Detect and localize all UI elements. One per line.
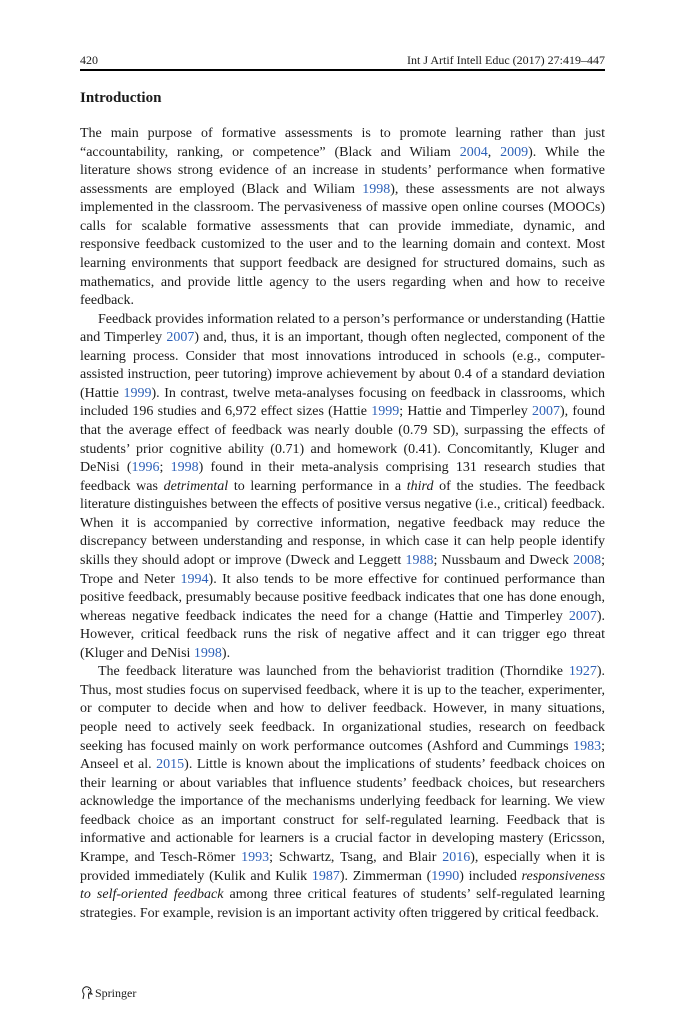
text-run: The feedback literature was launched from the behaviorist tradition (Thorndike xyxy=(98,664,569,680)
citation-link[interactable]: 1988 xyxy=(405,552,434,568)
text-run: ), found that the average effect of feedback was nearly double (0.79 SD), surpassing the effects of students’ prior cognitive ability (0.71) and homework (0.41). Concomitantly, Kluger and DeNisi ( xyxy=(80,404,605,476)
text-run: ). Zimmerman ( xyxy=(339,868,432,884)
citation-link[interactable]: 2007 xyxy=(531,404,560,420)
citation-link[interactable]: 1998 xyxy=(362,181,391,197)
paragraph xyxy=(80,125,605,311)
citation-link[interactable]: 1990 xyxy=(431,868,460,884)
text-run: ). While the literature shows strong evidence of an increase in students’ performance when formative assessments are employed (Black and Wiliam xyxy=(80,144,606,197)
citation-link[interactable]: 2008 xyxy=(573,552,602,568)
text-run: ), these assessments are not always implemented in the classroom. The pervasiveness of massive open online courses (MOOCs) calls for scalable formative assessments that can provide immediate, dynamic, and responsive feedback customized to the user and to the learning domain and context. Most learning environments that support feedback are designed for structured domains, such as mathematics, and provide little agency to the users regarding when and how to receive feedback. xyxy=(80,181,605,309)
text-run: ; Nussbaum and Dweck xyxy=(433,552,574,568)
citation-link[interactable]: 1999 xyxy=(371,404,400,420)
citation-link[interactable]: 1996 xyxy=(131,460,160,476)
text-run: ) found in their meta-analysis comprising 131 research studies that feedback was xyxy=(80,460,605,494)
text-run: among three critical features of students’ self-regulated learning strategies. For example, revision is an important activity often triggered by critical feedback. xyxy=(80,887,605,921)
citation-link[interactable]: 1998 xyxy=(193,645,222,661)
text-run: ). Thus, most studies focus on supervised feedback, where it is up to the teacher, experimenter, or computer to decide when and how to deliver feedback. However, in many situations, people need to actively seek feedback. In organizational studies, research on feedback seeking has focused mainly on work performance outcomes (Ashford and Cummings xyxy=(80,664,605,754)
text-run: ). Little is known about the implications of students’ feedback choices on their learning or about variables that influence students’ feedback choices, but researchers acknowledge the importance of the mechanisms underlying feedback for learning. We view feedback choice as an important construct for self-regulated learning. Feedback that is informative and actionable for learners is a crucial factor in developing mastery (Ericsson, Krampe, and Tesch-Römer xyxy=(80,757,605,865)
citation-link[interactable]: 2015 xyxy=(156,757,185,773)
header-rule xyxy=(80,69,605,71)
emphasis-text: third xyxy=(406,478,434,494)
running-header xyxy=(80,52,605,68)
text-run: ). It also tends to be more effective for continued performance than positive feedback, presumably because positive feedback indicates that one has done enough, whereas negative feedback indicates the need for a change (Hattie and Timperley xyxy=(80,571,605,624)
citation-link[interactable]: 1927 xyxy=(568,664,597,680)
page-number: 420 xyxy=(80,53,98,67)
text-run: ; Anseel et al. xyxy=(80,738,605,773)
text-run: The main purpose of formative assessments is to promote learning rather than just “accountability, ranking, or competence” (Black and Wiliam xyxy=(80,126,605,160)
citation-link[interactable]: 1998 xyxy=(170,460,199,476)
emphasis-text: responsiveness to self-oriented feedback xyxy=(80,868,606,903)
text-run: ; Schwartz, Tsang, and Blair xyxy=(269,849,443,865)
citation-link[interactable]: 1993 xyxy=(241,849,270,865)
citation-link[interactable]: 1987 xyxy=(311,868,340,884)
text-run: ) and, thus, it is an important, though often neglected, component of the learning process. Consider that most innovations introduced in schools (e.g., computer-assisted instruction, peer tutoring) improve achievement by about 0.4 of a standard deviation (Hattie xyxy=(80,330,606,401)
citation-link[interactable]: 2007 xyxy=(166,330,195,346)
text-run: ). In contrast, twelve meta-analyses focusing on feedback in classrooms, which included 196 studies and 6,972 effect sizes (Hattie xyxy=(80,385,605,420)
publisher-footer xyxy=(80,984,136,1002)
springer-horse-icon xyxy=(80,986,93,1000)
body-text xyxy=(80,125,605,923)
paragraph xyxy=(80,663,605,923)
text-run: ) included xyxy=(459,868,522,884)
paragraph xyxy=(80,311,605,664)
citation-link[interactable]: 1999 xyxy=(123,385,152,401)
text-run: of the studies. The feedback literature distinguishes between the effects of positive versus negative (i.e., critical) feedback. When it is accompanied by corrective information, negative feedback may reduce the discrepancy between understanding and response, in which case it can help people identify skills they should adopt or improve (Dweck and Leggett xyxy=(80,478,605,568)
section-title: Introduction xyxy=(80,90,162,106)
citation-link[interactable]: 1983 xyxy=(573,738,602,754)
publisher-name: Springer xyxy=(95,986,137,1000)
text-run: ; Trope and Neter xyxy=(80,552,605,587)
text-run: , xyxy=(487,144,501,160)
text-run: ; Hattie and Timperley xyxy=(399,404,532,420)
text-run: to learning performance in a xyxy=(228,478,407,494)
text-run: ). xyxy=(221,645,231,661)
emphasis-text: detrimental xyxy=(163,478,229,494)
citation-link[interactable]: 2004 xyxy=(459,144,488,160)
journal-citation: Int J Artif Intell Educ (2017) 27:419–447 xyxy=(407,53,605,67)
citation-link[interactable]: 2016 xyxy=(442,849,471,865)
text-run: ; xyxy=(159,460,171,476)
text-run: ). However, critical feedback runs the risk of negative affect and it can trigger ego threat (Kluger and DeNisi xyxy=(80,608,605,661)
citation-link[interactable]: 1994 xyxy=(180,571,209,587)
text-run: Feedback provides information related to a person’s performance or understanding (Hattie and Timperley xyxy=(80,311,605,346)
text-run: ), especially when it is provided immediately (Kulik and Kulik xyxy=(80,849,605,884)
citation-link[interactable]: 2009 xyxy=(500,144,529,160)
citation-link[interactable]: 2007 xyxy=(568,608,597,624)
